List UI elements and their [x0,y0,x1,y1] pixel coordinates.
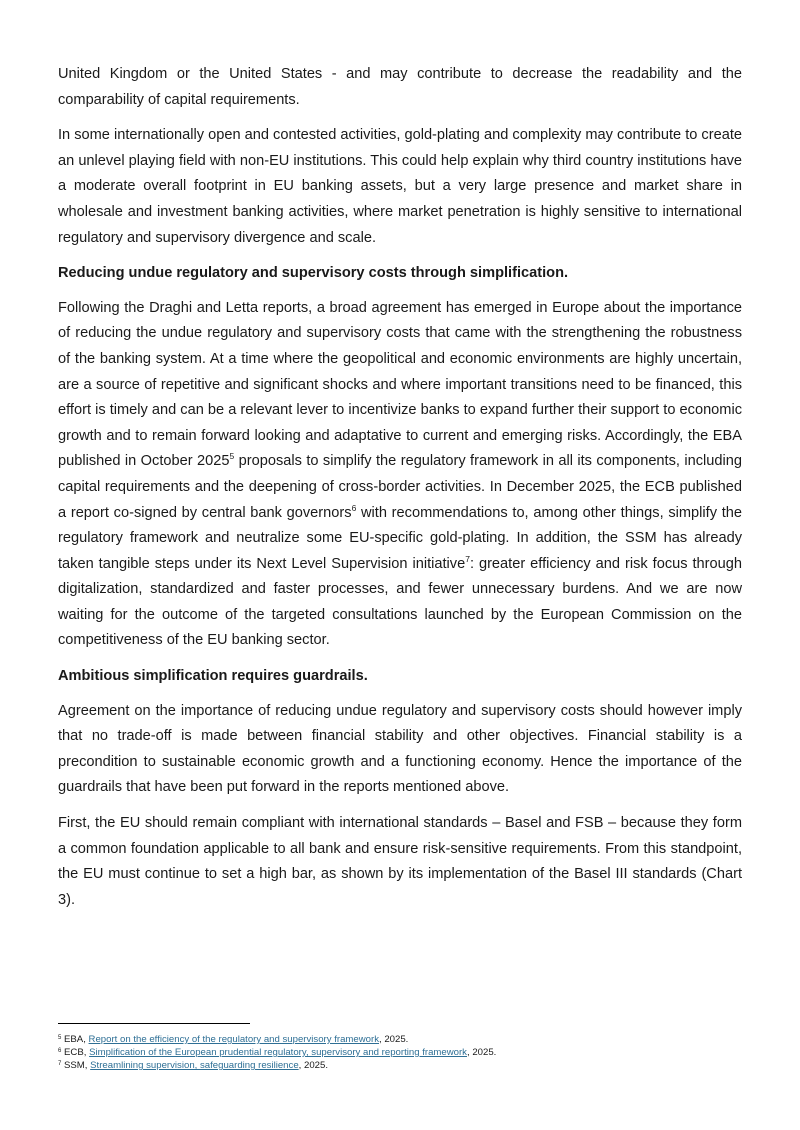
footnote-number: 7 [58,1061,62,1067]
text-run: : greater efficiency and risk focus through digitalization, standardized and faster processes, and fewer unnecessary burdens. And we are now waiting for the outcome of the targeted consultations launched by the European Commission on the competitiveness of the EU banking sector. [58,555,742,649]
section-heading: Ambitious simplification requires guardrails. [58,668,368,685]
footnotes [58,1033,758,1072]
footnote-link[interactable]: Report on the efficiency of the regulatory and supervisory framework [88,1034,379,1045]
footnote-source: EBA, [61,1034,89,1045]
footnote-divider [58,1023,250,1024]
footnote-year: , 2025. [298,1060,328,1071]
footnote-ref-5[interactable]: 5 [229,451,235,462]
paragraph: Agreement on the importance of reducing undue regulatory and supervisory costs should however imply that no trade-off is made between financial stability and other objectives. Financial stability is a precondition to sustainable economic growth and a functioning economy. Hence the importance of the guardrails that have been put forward in the reports mentioned above. [58,702,742,796]
text-run: proposals to simplify the regulatory framework in all its components, including capital requirements and the deepening of cross-border activities. In December 2025, the ECB published a report co-signed by central bank governors [58,453,742,521]
footnote-link[interactable]: Streamlining supervision, safeguarding resilience [90,1060,299,1071]
section-heading: Reducing undue regulatory and supervisory costs through simplification. [58,265,569,282]
footnote-year: , 2025. [379,1034,409,1045]
text-run: with recommendations to, among other things, simplify the regulatory framework and neutralize some EU-specific gold-plating. In addition, the SSM has already taken tangible steps under its Next Level Supervision initiative [58,504,742,572]
footnote-link[interactable]: Simplification of the European prudential regulatory, supervisory and reporting framework [89,1047,467,1058]
paragraph: First, the EU should remain compliant with international standards – Basel and FSB – because they form a common foundation applicable to all bank and ensure risk-sensitive requirements. From this standpoint, the EU must continue to set a high bar, as shown by its implementation of the Basel III standards (Chart 3). [58,815,742,908]
footnote-source: ECB, [61,1047,90,1058]
footnote-ref-7[interactable]: 7 [465,553,470,564]
document-body [58,62,742,923]
text-run: Following the Draghi and Letta reports, a broad agreement has emerged in Europe about the importance of reducing the undue regulatory and supervisory costs that came with the strengthening the robustness of the banking system. At a time where the geopolitical and economic environments are highly uncertain, are a source of repetitive and significant shocks and where important transitions need to be financed, this effort is timely and can be a relevant lever to incentivize banks to expand further their support to economic growth and to remain forward looking and adaptative to current and emerging risks. Accordingly, the EBA published in October 2025 [58,299,742,470]
footnote-number: 6 [58,1048,62,1054]
paragraph [58,296,742,654]
footnote-6 [58,1046,758,1059]
footnote-5 [58,1033,758,1046]
footnote-ref-6[interactable]: 6 [351,502,357,513]
footnote-year: , 2025. [466,1047,497,1058]
paragraph: United Kingdom or the United States - and may contribute to decrease the readability and the comparability of capital requirements. [58,66,742,108]
footnote-7 [58,1059,758,1072]
footnote-source: SSM, [61,1060,91,1071]
paragraph: In some internationally open and contested activities, gold-plating and complexity may contribute to create an unlevel playing field with non-EU institutions. This could help explain why third country institutions have a moderate overall footprint in EU banking assets, but a very large presence and market share in wholesale and investment banking activities, where market penetration is highly sensitive to international regulatory and supervisory divergence and scale. [58,127,742,246]
footnote-number: 5 [58,1035,62,1041]
